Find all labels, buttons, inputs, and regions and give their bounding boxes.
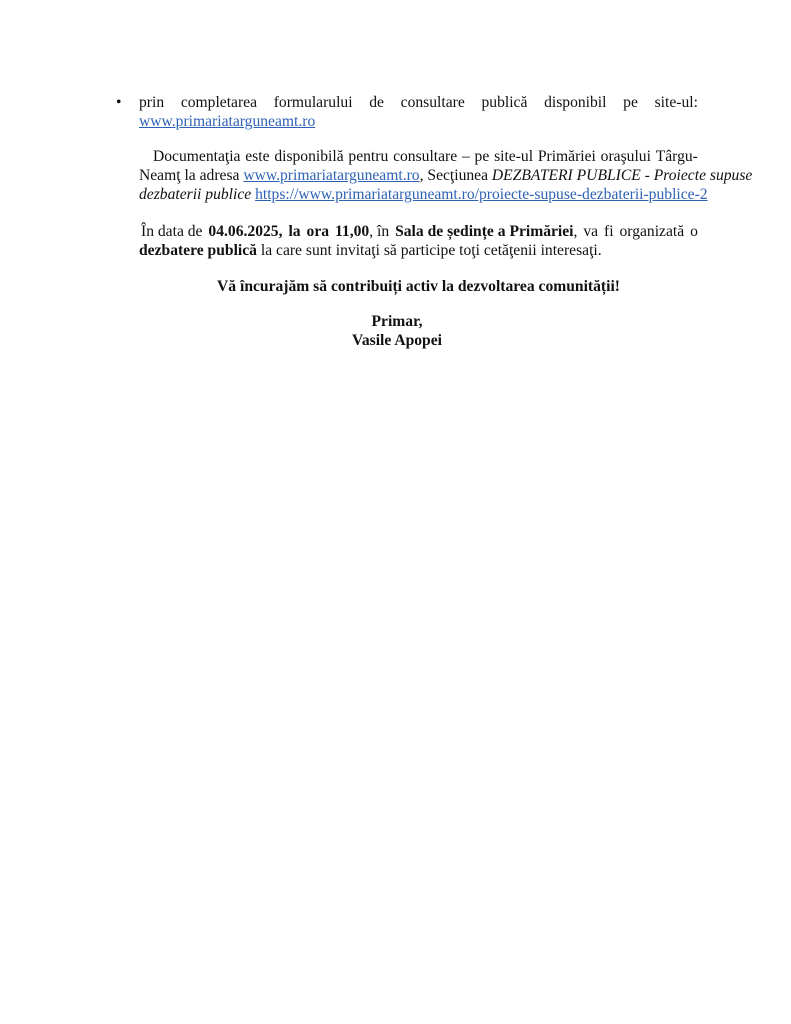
word: pe xyxy=(474,148,490,165)
text: o xyxy=(690,223,698,240)
text: fi xyxy=(604,223,614,240)
text: , în xyxy=(369,223,390,240)
word: disponibilă xyxy=(274,148,344,165)
word: site-ul xyxy=(494,148,534,165)
word: este xyxy=(245,148,270,165)
text: În data de xyxy=(141,223,203,240)
word: consultare xyxy=(400,94,465,111)
text: la care sunt invitaţi să participe toţi cetăţenii interesaţi. xyxy=(256,242,602,259)
word: Primăriei xyxy=(537,148,596,165)
bullet-line xyxy=(139,93,698,112)
signature-block xyxy=(317,312,477,350)
paragraph-line xyxy=(139,166,753,185)
encouragement-line: Vă încurajăm să contribuiți activ la dezvoltarea comunității! xyxy=(217,278,620,295)
word: – xyxy=(461,148,470,165)
word: prin xyxy=(139,94,165,111)
word: pe xyxy=(623,94,638,111)
word: consultare xyxy=(393,148,458,165)
location: Sala de ședințe a Primăriei xyxy=(395,223,574,240)
word: Târgu- xyxy=(655,148,698,165)
word: publică xyxy=(481,94,528,111)
text: ora xyxy=(306,223,330,240)
section-name: dezbaterii publice xyxy=(139,186,252,203)
word: pentru xyxy=(348,148,389,165)
documentation-paragraph xyxy=(139,147,753,204)
signatory-name: Vasile Apopei xyxy=(352,332,442,349)
time: 11,00 xyxy=(334,223,370,240)
word: Documentaţia xyxy=(153,148,241,165)
word: completarea xyxy=(180,94,258,111)
text: Neamţ la adresa xyxy=(139,167,244,184)
paragraph-line xyxy=(139,222,698,241)
word: disponibil xyxy=(544,94,607,111)
word: oraşului xyxy=(600,148,651,165)
site-link[interactable]: www.primariatarguneamt.ro xyxy=(139,113,316,130)
text: la xyxy=(288,223,301,240)
word: de xyxy=(369,94,384,111)
paragraph-line xyxy=(139,241,698,260)
word: formularului xyxy=(273,94,353,111)
word: site-ul: xyxy=(654,94,698,111)
signatory-title: Primar, xyxy=(371,313,423,330)
paragraph-line xyxy=(139,185,708,204)
section-url-link[interactable]: https://www.primariatarguneamt.ro/proiecte-supuse-dezbaterii-publice-2 xyxy=(255,186,708,203)
bullet-marker: • xyxy=(116,94,122,111)
paragraph-line xyxy=(139,147,698,166)
date: 04.06.2025, xyxy=(208,223,283,240)
text: , Secţiunea xyxy=(419,167,492,184)
section-name: DEZBATERI PUBLICE - Proiecte supuse xyxy=(491,167,753,184)
debate-paragraph xyxy=(139,222,698,260)
bullet-text xyxy=(139,93,698,131)
text: , xyxy=(573,223,578,240)
text: organizată xyxy=(619,223,685,240)
text: va xyxy=(583,223,599,240)
event-name: dezbatere publică xyxy=(139,242,257,259)
site-link[interactable]: www.primariatarguneamt.ro xyxy=(243,167,420,184)
